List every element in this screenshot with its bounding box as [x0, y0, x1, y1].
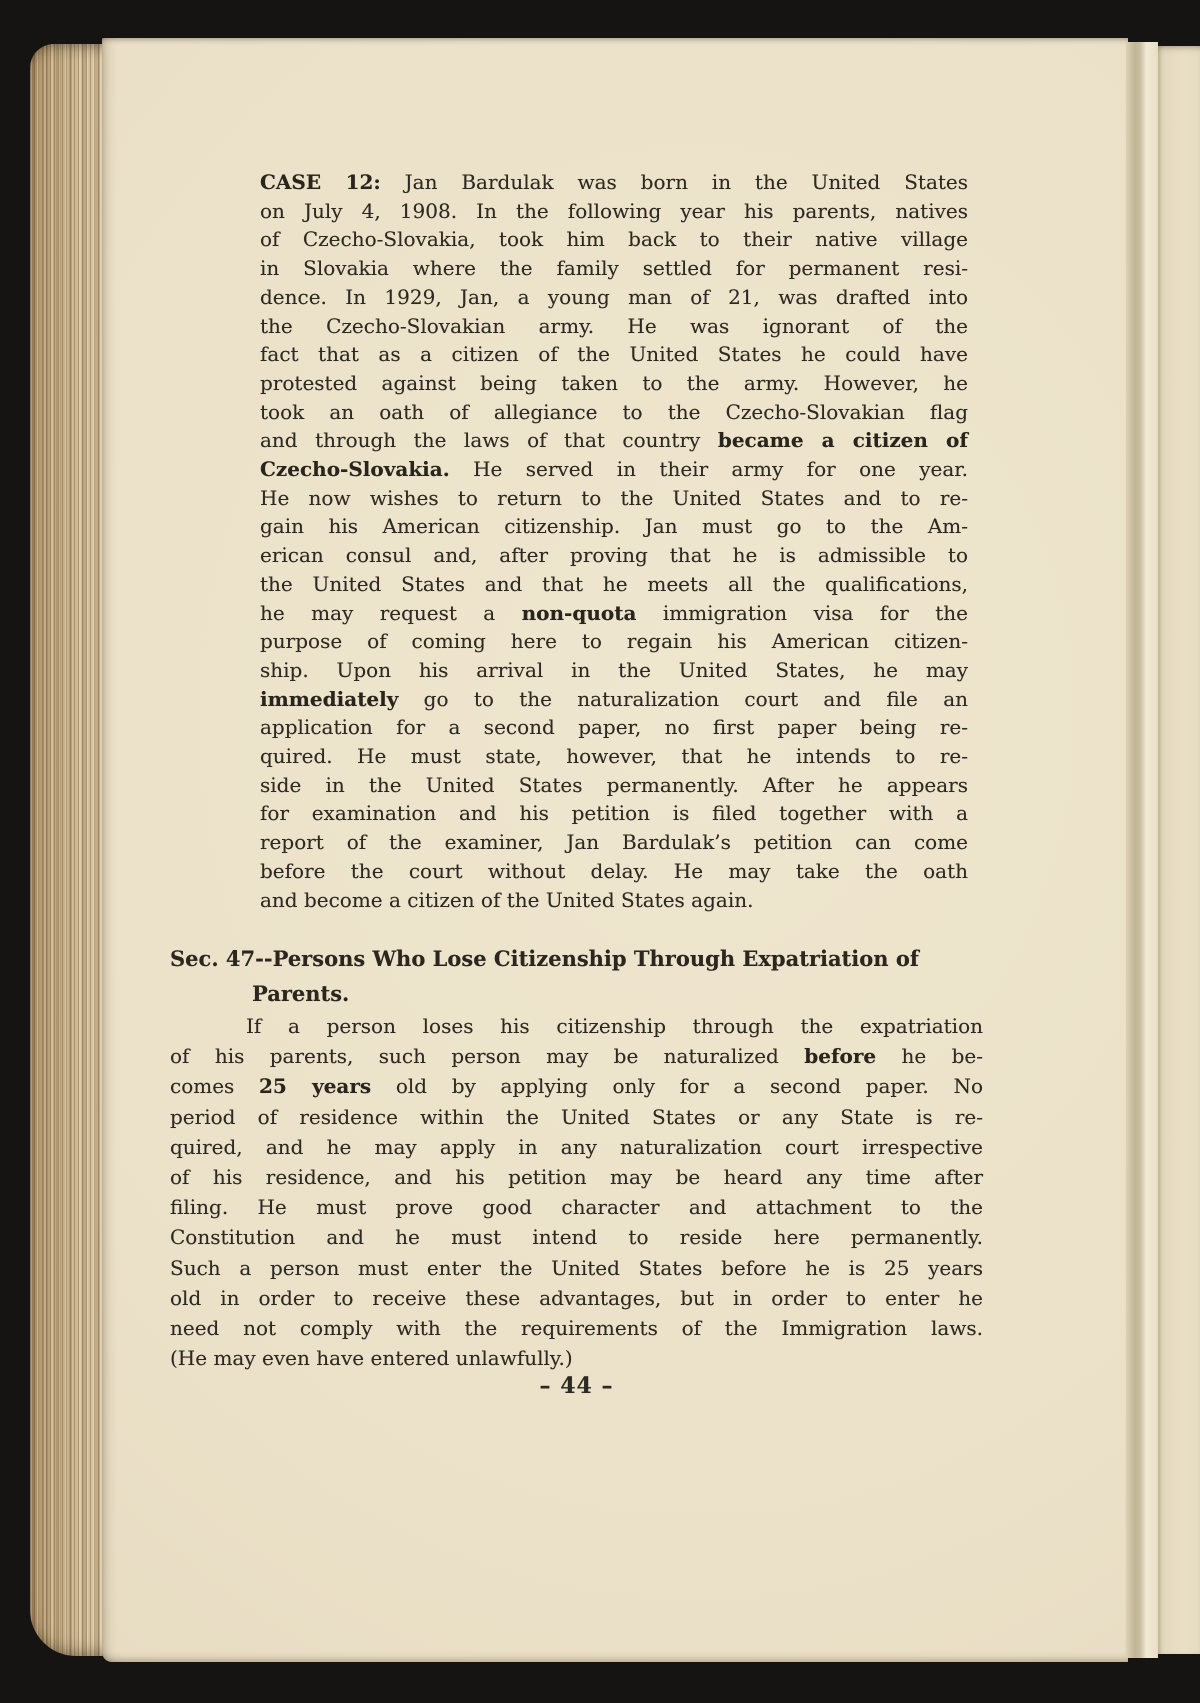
text-line: Constitution and he must intend to reside here permanently.: [170, 1225, 983, 1250]
text-line: application for a second paper, no first paper being re-: [260, 715, 968, 740]
text-line: report of the examiner, Jan Bardulak’s petition can come: [260, 830, 968, 855]
text-line: erican consul and, after proving that he is admissible to: [260, 543, 968, 568]
text-line: CASE 12: Jan Bardulak was born in the United States: [260, 170, 969, 194]
text-line: He now wishes to return to the United States and to re-: [260, 485, 968, 510]
page-number: – 44 –: [539, 1373, 614, 1399]
text-line: If a person loses his citizenship through the expatriation: [246, 1014, 983, 1038]
text-line: for examination and his petition is filed together with a: [260, 801, 968, 826]
text-line: before the court without delay. He may take the oath: [260, 858, 968, 883]
text-line: immediately go to the naturalization court and file an: [260, 686, 968, 711]
text-line: quired. He must state, however, that he intends to re-: [260, 744, 968, 769]
text-line: protested against being taken to the army. However, he: [260, 370, 968, 395]
text-line: old in order to receive these advantages, but in order to enter he: [170, 1285, 983, 1310]
text-line: in Slovakia where the family settled for permanent resi-: [260, 256, 968, 281]
text-line: gain his American citizenship. Jan must go to the Am-: [260, 514, 968, 539]
text-line: filing. He must prove good character and attachment to the: [170, 1195, 983, 1220]
section-heading: [170, 941, 1002, 1011]
book-fore-edge: [30, 44, 106, 1656]
text-line: took an oath of allegiance to the Czecho-Slovakian flag: [260, 399, 968, 424]
text-line: fact that as a citizen of the United States he could have: [260, 342, 968, 367]
case-paragraph: [260, 168, 968, 914]
next-page-edge: [1158, 46, 1200, 1654]
text-line: Such a person must enter the United States before he is 25 years: [170, 1255, 983, 1280]
text-line: he may request a non-quota immigration visa for the: [260, 600, 968, 625]
gutter-crease: [1126, 42, 1158, 1658]
text-line: comes 25 years old by applying only for a second paper. No: [170, 1074, 983, 1099]
text-line: purpose of coming here to regain his American citizen-: [260, 629, 968, 654]
text-line: of his parents, such person may be naturalized before he be-: [170, 1044, 984, 1069]
section-heading-line-1: Sec. 47--Persons Who Lose Citizenship Through Expatriation of: [170, 946, 919, 971]
book-page-surface: [102, 38, 1128, 1662]
text-line: of Czecho-Slovakia, took him back to their native village: [260, 227, 968, 252]
text-line: need not comply with the requirements of the Immigration laws.: [170, 1316, 983, 1341]
text-line: (He may even have entered unlawfully.): [170, 1346, 573, 1371]
text-line: the United States and that he meets all the qualifications,: [260, 571, 968, 596]
body-paragraph: [170, 1011, 983, 1373]
text-line: period of residence within the United States or any State is re-: [170, 1104, 983, 1129]
text-line: side in the United States permanently. After he appears: [260, 772, 968, 797]
section-heading-line-2: Parents.: [252, 981, 350, 1006]
text-line: on July 4, 1908. In the following year his parents, natives: [260, 198, 968, 223]
text-line: ship. Upon his arrival in the United States, he may: [260, 657, 968, 682]
text-line: and through the laws of that country became a citizen of: [260, 428, 968, 453]
text-line: Czecho-Slovakia. He served in their army for one year.: [260, 457, 968, 482]
text-line: and become a citizen of the United States again.: [260, 887, 754, 912]
text-line: of his residence, and his petition may be heard any time after: [170, 1165, 983, 1190]
text-line: dence. In 1929, Jan, a young man of 21, was drafted into: [260, 284, 968, 309]
text-line: the Czecho-Slovakian army. He was ignorant of the: [260, 313, 968, 338]
text-line: quired, and he may apply in any naturalization court irrespective: [170, 1134, 983, 1159]
